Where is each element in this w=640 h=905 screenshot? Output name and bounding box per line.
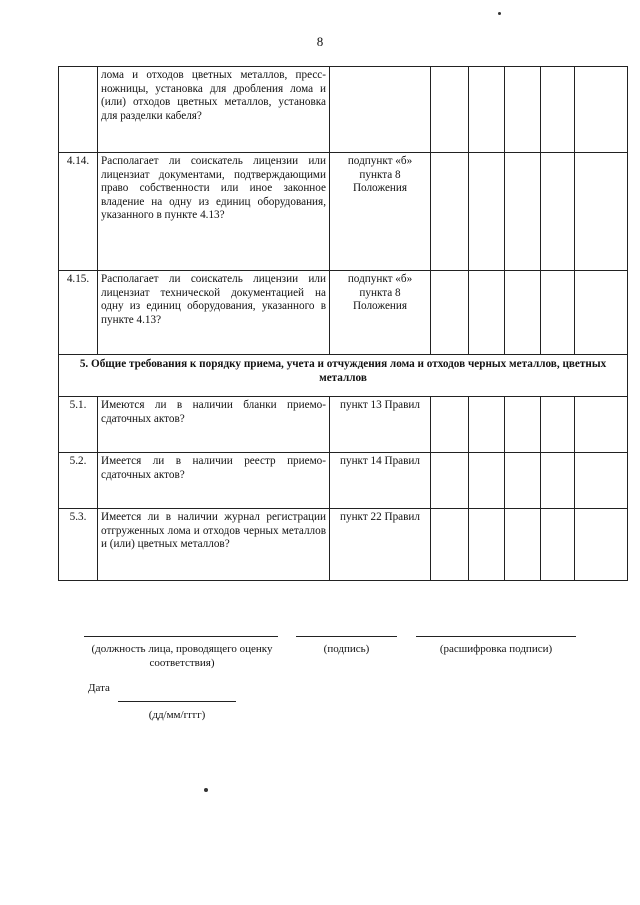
answer-cell[interactable] [541, 153, 575, 271]
position-signature-line[interactable] [84, 636, 278, 637]
question-text: лома и отходов цветных металлов, пресс-ножницы, установка для дробления лома и (или) отходов цветных металлов, установка для разделки кабеля? [98, 67, 330, 153]
answer-cell[interactable] [469, 153, 505, 271]
answer-cell[interactable] [469, 453, 505, 509]
answer-cell[interactable] [431, 153, 469, 271]
signature-line[interactable] [296, 636, 397, 637]
question-text: Располагает ли соискатель лицензии или лицензиат документами, подтверждающими право собственности или иное законное владение на одну из единиц оборудования, указанного в пункте 4.13? [98, 153, 330, 271]
answer-cell[interactable] [431, 271, 469, 355]
table-row [59, 509, 628, 581]
note-cell[interactable] [575, 509, 628, 581]
note-cell[interactable] [575, 67, 628, 153]
row-number [59, 67, 98, 153]
scan-speck [204, 788, 208, 792]
row-number: 5.1. [59, 397, 98, 453]
note-cell[interactable] [575, 153, 628, 271]
answer-cell[interactable] [541, 67, 575, 153]
signature-label: (подпись) [323, 643, 370, 655]
table-row [59, 397, 628, 453]
page-number: 8 [316, 34, 324, 49]
question-text: Располагает ли соискатель лицензии или лицензиат технической документацией на одну из единиц оборудования, указанного в пункте 4.13? [98, 271, 330, 355]
date-line[interactable] [118, 701, 236, 702]
table-row [59, 453, 628, 509]
table-row [59, 67, 628, 153]
answer-cell[interactable] [431, 453, 469, 509]
answer-cell[interactable] [469, 509, 505, 581]
question-text: Имеется ли в наличии реестр приемо-сдаточных актов? [98, 453, 330, 509]
answer-cell[interactable] [505, 153, 541, 271]
answer-cell[interactable] [505, 509, 541, 581]
answer-cell[interactable] [541, 509, 575, 581]
decoding-label: (расшифровка подписи) [439, 643, 553, 655]
answer-cell[interactable] [469, 271, 505, 355]
legal-reference [330, 67, 431, 153]
note-cell[interactable] [575, 271, 628, 355]
answer-cell[interactable] [541, 271, 575, 355]
legal-reference: подпункт «б» пункта 8 Положения [330, 271, 431, 355]
row-number: 5.3. [59, 509, 98, 581]
date-format-label: (дд/мм/гггг) [148, 709, 206, 721]
answer-cell[interactable] [469, 397, 505, 453]
section-heading-row [59, 355, 628, 397]
note-cell[interactable] [575, 453, 628, 509]
answer-cell[interactable] [469, 67, 505, 153]
question-text: Имеется ли в наличии журнал регистрации отгруженных лома и отходов черных металлов и (или) цветных металлов? [98, 509, 330, 581]
row-number: 4.14. [59, 153, 98, 271]
row-number: 5.2. [59, 453, 98, 509]
answer-cell[interactable] [431, 67, 469, 153]
legal-reference: пункт 13 Правил [330, 397, 431, 453]
answer-cell[interactable] [505, 453, 541, 509]
answer-cell[interactable] [431, 397, 469, 453]
scan-speck [498, 12, 501, 15]
answer-cell[interactable] [505, 67, 541, 153]
question-text: Имеются ли в наличии бланки приемо-сдаточных актов? [98, 397, 330, 453]
legal-reference: подпункт «б» пункта 8 Положения [330, 153, 431, 271]
checklist-table [58, 66, 628, 581]
position-label: (должность лица, проводящего оценку соответствия) [91, 643, 273, 669]
section-heading: 5. Общие требования к порядку приема, учета и отчуждения лома и отходов черных металлов, цветных металлов [59, 355, 628, 397]
table-row [59, 153, 628, 271]
legal-reference: пункт 22 Правил [330, 509, 431, 581]
decoding-signature-line[interactable] [416, 636, 576, 637]
answer-cell[interactable] [505, 397, 541, 453]
table-row [59, 271, 628, 355]
answer-cell[interactable] [541, 397, 575, 453]
row-number: 4.15. [59, 271, 98, 355]
answer-cell[interactable] [431, 509, 469, 581]
answer-cell[interactable] [505, 271, 541, 355]
answer-cell[interactable] [541, 453, 575, 509]
note-cell[interactable] [575, 397, 628, 453]
date-label: Дата [88, 682, 110, 694]
legal-reference: пункт 14 Правил [330, 453, 431, 509]
